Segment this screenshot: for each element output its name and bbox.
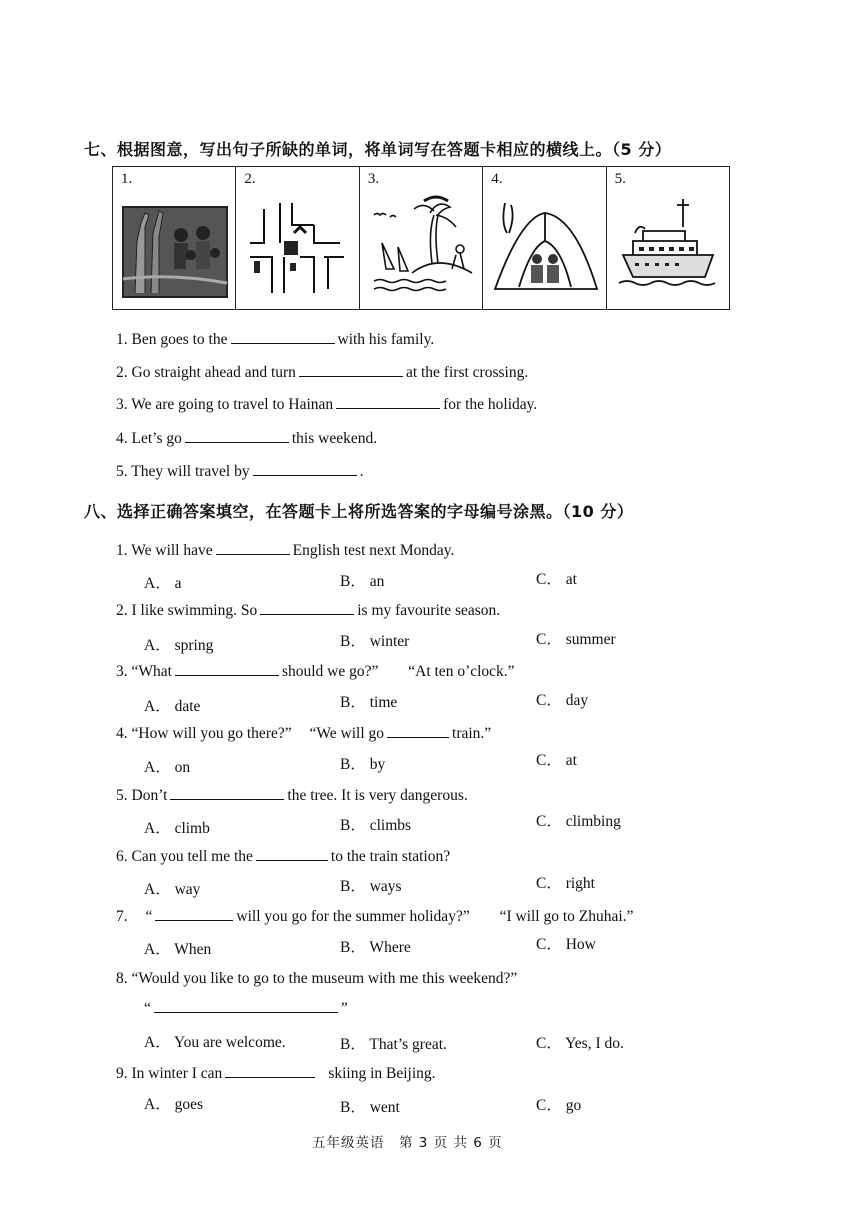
option-a[interactable]: A． on [144,759,191,776]
option-c[interactable]: C． at [536,752,577,769]
picture-cell-3 [360,167,483,309]
s7-question-3: 3. We are going to travel to Hainan for the holiday. [116,396,538,413]
page-footer: 五年级英语 第 3 页 共 6 页 [312,1135,503,1151]
option-b[interactable]: B． went [340,1099,400,1116]
picture-cell-1 [113,167,236,309]
s8-question-8: 8. “Would you like to go to the museum with me this weekend?” [116,970,518,987]
option-a[interactable]: A． climb [144,820,210,837]
option-c[interactable]: C． How [536,936,596,953]
answer-blank[interactable] [253,474,357,476]
option-c[interactable]: C． climbing [536,813,621,830]
s8-question-6: 6. Can you tell me the to the train station? [116,848,451,865]
option-b[interactable]: B． time [340,694,398,711]
answer-blank[interactable] [216,553,290,555]
answer-blank[interactable] [170,798,284,800]
s7-question-2: 2. Go straight ahead and turn at the first crossing. [116,364,529,381]
section-8-title: 八、选择正确答案填空，在答题卡上将所选答案的字母编号涂黑。（10 分） [84,502,634,521]
zoo-family-icon [121,193,229,303]
option-b[interactable]: B． Where [340,939,411,956]
island-beach-icon [368,193,476,303]
s8-question-7: 7. “ will you go for the summer holiday?” “I will go to Zhuhai.” [116,908,634,925]
option-c[interactable]: C． right [536,875,595,892]
picture-cell-4 [483,167,606,309]
s7-question-5: 5. They will travel by . [116,463,364,480]
option-c[interactable]: C． day [536,692,589,709]
ship-icon [615,193,723,303]
answer-blank[interactable] [336,407,440,409]
picture-number: 1. [121,171,133,187]
answer-blank[interactable] [185,441,289,443]
picture-table [112,166,730,310]
street-map-icon [244,193,352,303]
answer-blank[interactable] [154,1011,338,1013]
option-a[interactable]: A． goes [144,1096,203,1113]
s8-question-1: 1. We will have English test next Monday. [116,542,455,559]
option-b[interactable]: B． ways [340,878,402,895]
answer-blank[interactable] [175,674,279,676]
answer-blank[interactable] [299,375,403,377]
option-a[interactable]: A． date [144,698,201,715]
option-c[interactable]: C． summer [536,631,616,648]
s8-question-5: 5. Don’t the tree. It is very dangerous. [116,787,468,804]
s8-question-9: 9. In winter I can skiing in Beijing. [116,1065,436,1082]
picture-number: 5. [614,171,626,187]
option-b[interactable]: B． That’s great. [340,1036,447,1053]
picture-number: 2. [244,171,256,187]
option-a[interactable]: A． a [144,575,182,592]
s7-question-4: 4. Let’s go this weekend. [116,430,378,447]
option-a[interactable]: A． When [144,941,212,958]
answer-blank[interactable] [231,342,335,344]
answer-blank[interactable] [155,919,233,921]
picture-number: 4. [491,171,503,187]
picture-number: 3. [367,171,380,187]
answer-blank[interactable] [260,613,354,615]
option-b[interactable]: B． by [340,756,386,773]
option-c[interactable]: C． Yes, I do. [536,1035,624,1052]
option-c[interactable]: C． go [536,1097,582,1114]
option-b[interactable]: B． winter [340,633,410,650]
picture-cell-2 [236,167,359,309]
s8-question-4: 4. “How will you go there?” “We will go train.” [116,725,492,742]
s8-question-8-answer-line: “ ” [144,1000,348,1017]
option-c[interactable]: C． at [536,571,577,588]
answer-blank[interactable] [387,736,449,738]
tent-camping-icon [491,193,599,303]
answer-blank[interactable] [225,1076,315,1078]
section-7-title: 七、根据图意，写出句子所缺的单词，将单词写在答题卡相应的横线上。（5 分） [84,140,672,159]
s8-question-2: 2. I like swimming. So is my favourite season. [116,602,501,619]
s8-question-3: 3. “What should we go?” “At ten o’clock.” [116,663,515,680]
picture-cell-5 [607,167,729,309]
answer-blank[interactable] [256,859,328,861]
option-a[interactable]: A． You are welcome. [144,1034,286,1051]
option-a[interactable]: A． way [144,881,201,898]
option-b[interactable]: B． climbs [340,817,412,834]
s7-question-1: 1. Ben goes to the with his family. [116,331,435,348]
option-b[interactable]: B． an [340,573,385,590]
option-a[interactable]: A． spring [144,637,214,654]
